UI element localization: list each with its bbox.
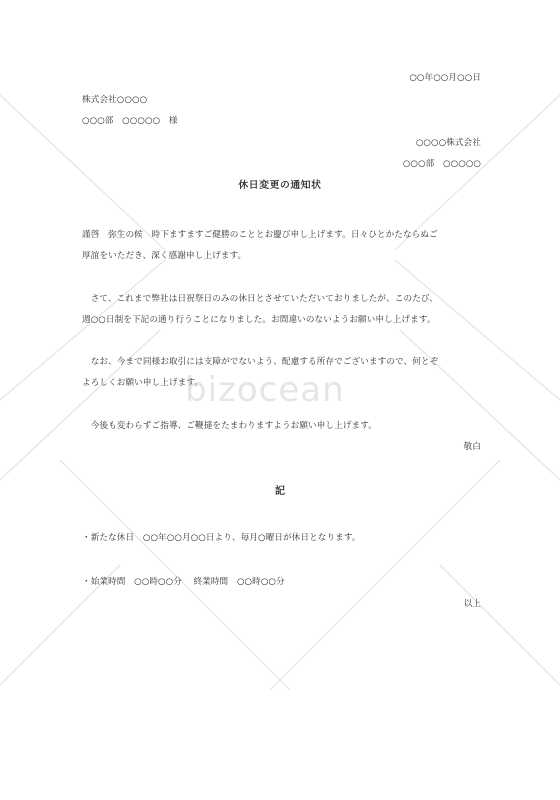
paragraph-announcement-line-1: さて、これまで弊社は日祝祭日のみの休日とさせていただいておりましたが、このたび、 <box>82 294 438 304</box>
paragraph-announcement-line-2: 週○○日制を下記の通り行うことになりました。お間違いのないようお願い申し上げます。 <box>82 315 436 325</box>
list-item-new-holiday: ・新たな休日 ○○年○○月○○日より、毎月○曜日が休日となります。 <box>82 533 361 543</box>
kigo-heading: 記 <box>274 486 286 497</box>
bizocean-watermark: bizocean <box>185 370 345 410</box>
sender-department: ○○○部 ○○○○○ <box>402 159 481 169</box>
document-date: ○○年○○月○○日 <box>409 73 481 83</box>
recipient-company: 株式会社○○○○ <box>82 95 148 105</box>
paragraph-note-line-2: よろしくお願い申し上げます。 <box>82 378 204 388</box>
ijo-closing: 以上 <box>463 599 481 609</box>
document-title: 休日変更の通知状 <box>238 180 322 191</box>
sender-company: ○○○○株式会社 <box>415 138 481 148</box>
list-item-work-hours: ・始業時間 ○○時○○分 終業時間 ○○時○○分 <box>82 577 285 587</box>
recipient-person: ○○○部 ○○○○○ 様 <box>82 116 178 126</box>
paragraph-greeting-line-1: 謹啓 弥生の候 時下ますますご健勝のこととお慶び申し上げます。日々ひとかたならぬご <box>82 230 438 240</box>
paragraph-note-line-1: なお、今まで同様お取引には支障がでないよう、配慮する所存でございますので、何とぞ <box>82 357 439 367</box>
paragraph-greeting-line-2: 厚誼をいただき、深く感謝申し上げます。 <box>82 251 247 261</box>
closing-keigu: 敬白 <box>463 442 481 452</box>
paragraph-closing-request: 今後も変わらずご指導、ご鞭撻をたまわりますようお願い申し上げます。 <box>82 421 377 431</box>
